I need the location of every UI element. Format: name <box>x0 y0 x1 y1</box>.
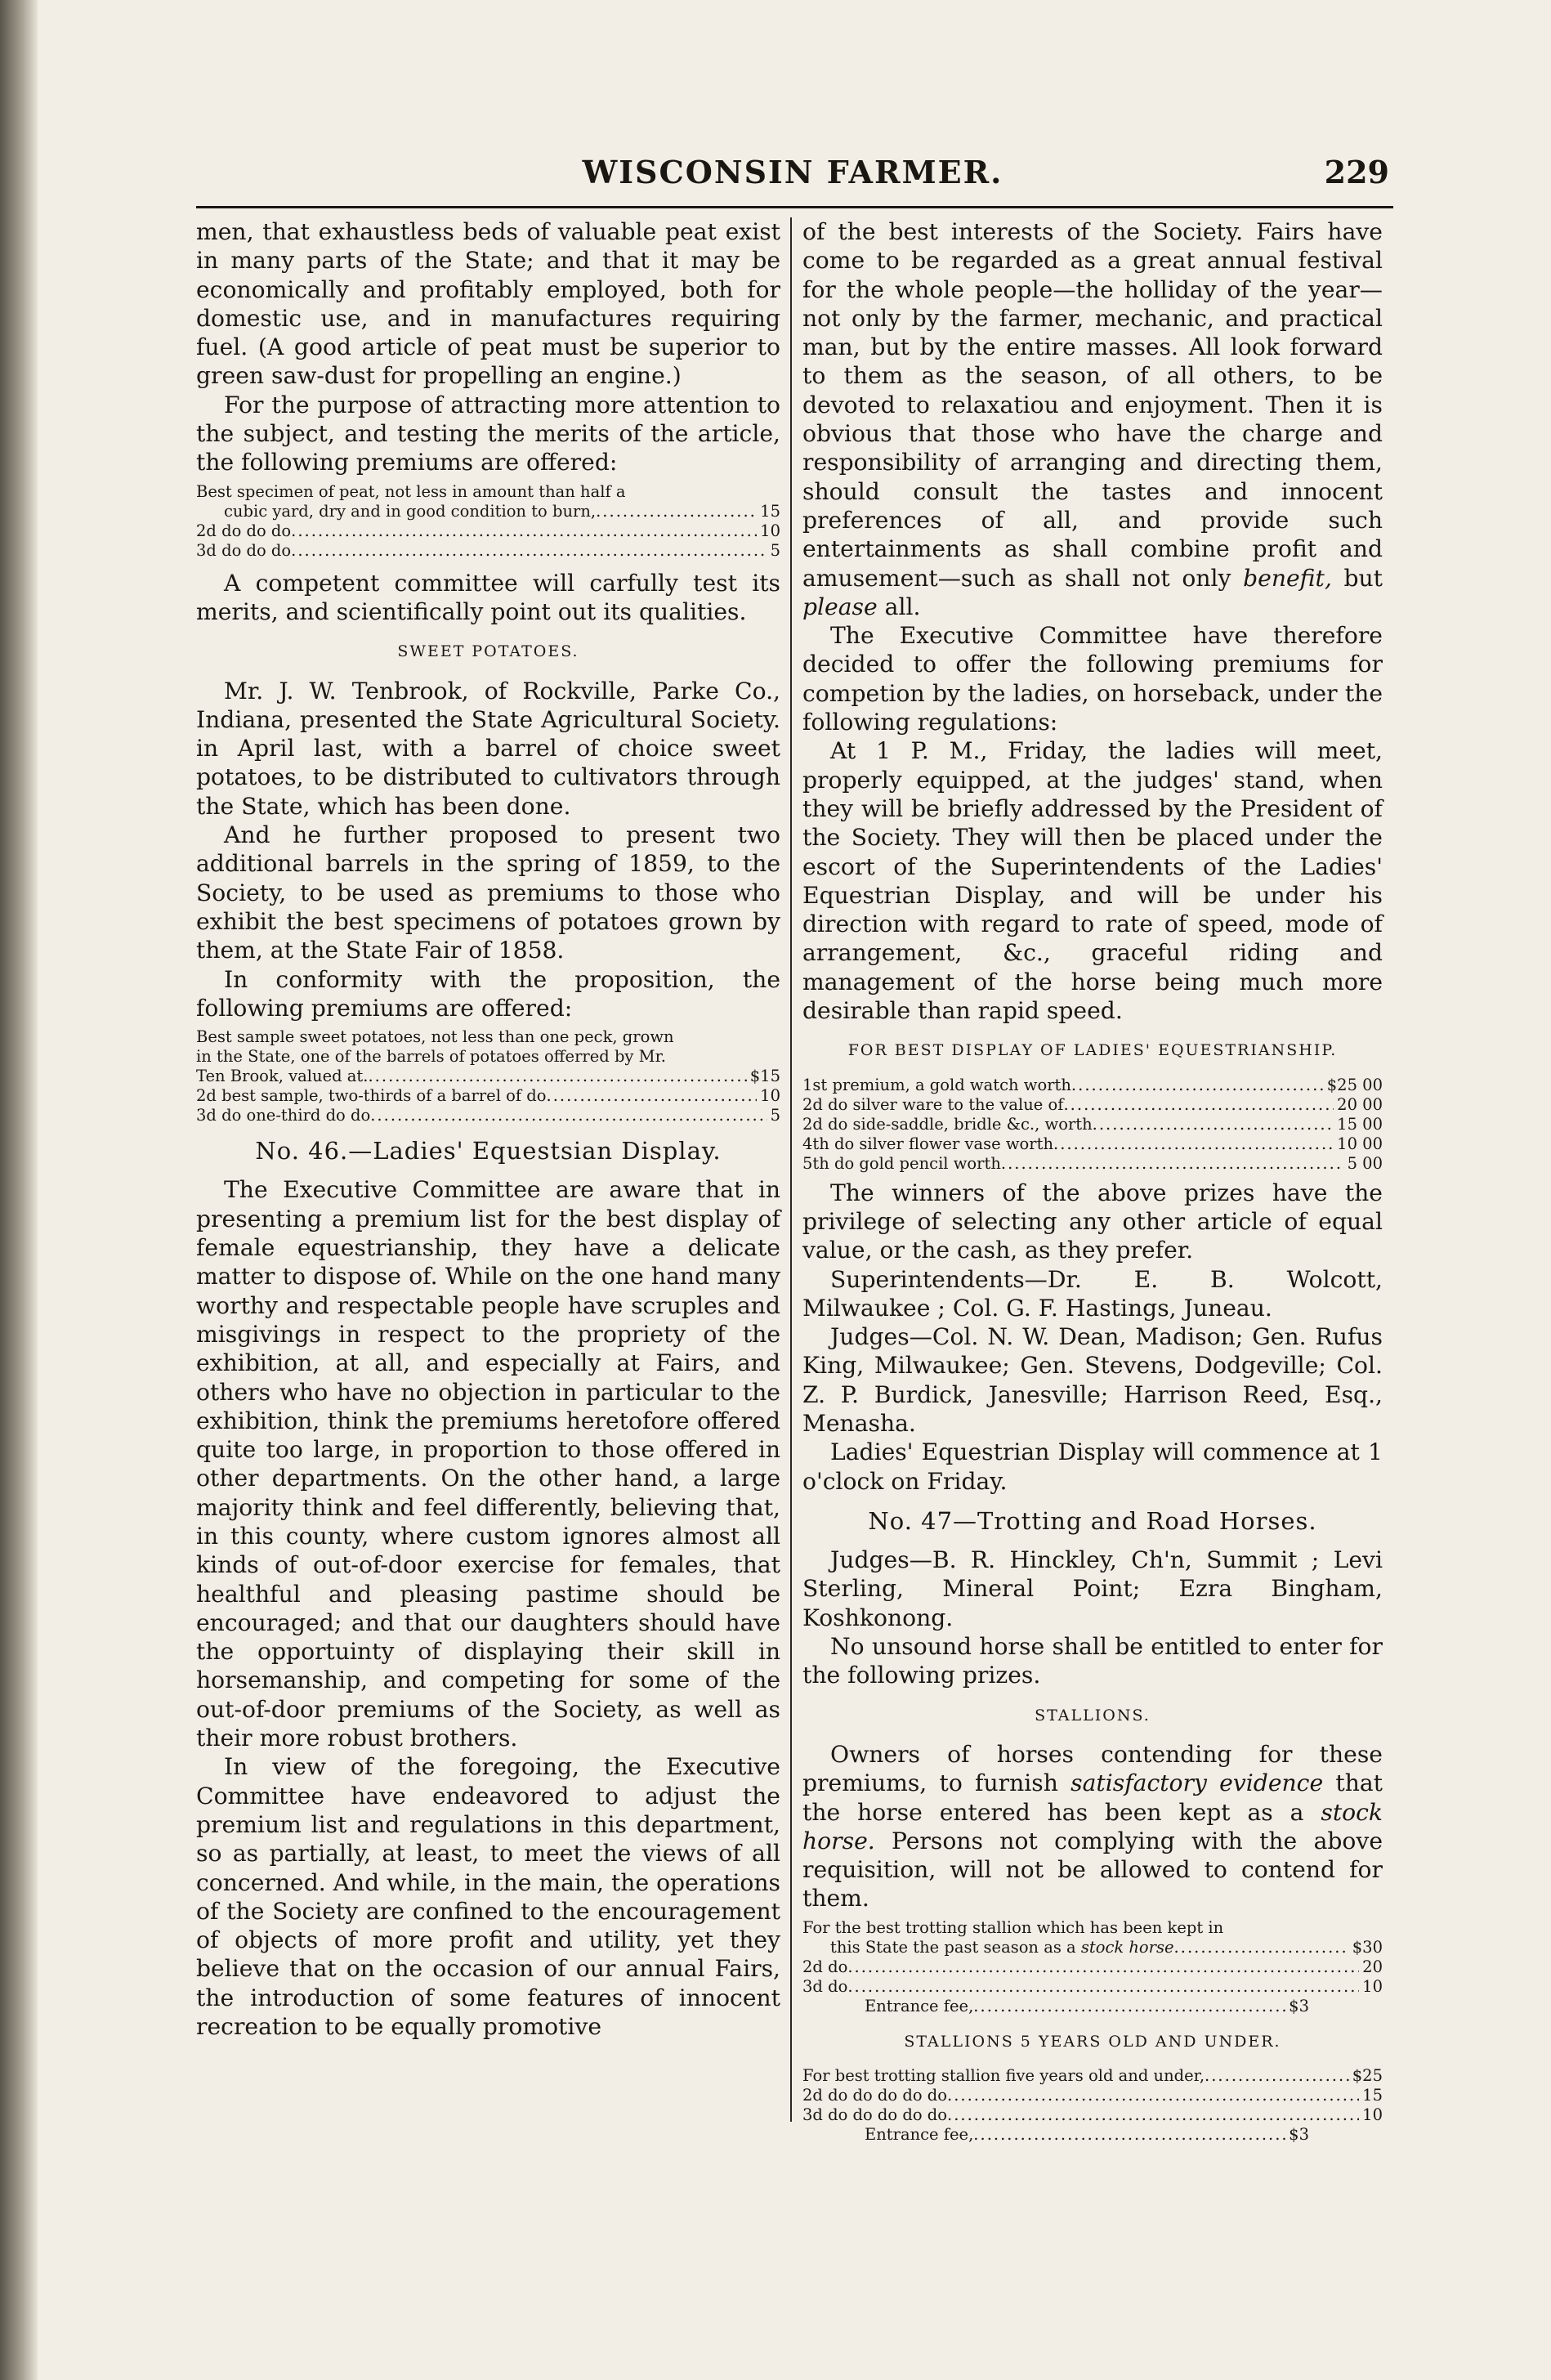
peat-item-3-amount: 5 <box>770 540 780 560</box>
stallion-item-1-line-a: For the best trotting stallion which has been kept in <box>802 1917 1224 1937</box>
paragraph-fairs <box>802 217 1383 621</box>
paragraph-decided: The Executive Committee have therefore decided to offer the following premiums for competion by the ladies, on horseback, under the following regulations: <box>802 622 1383 736</box>
paragraph-unsound: No unsound horse shall be entitled to enter for the following prizes. <box>802 1633 1383 1689</box>
equestrian-item-1 <box>802 1076 1383 1095</box>
peat-item-2-amount: 10 <box>760 521 780 540</box>
equestrian-item-5 <box>802 1154 1383 1174</box>
peat-item-1-amount: 15 <box>760 501 780 521</box>
equestrian-item-5-amount: 5 00 <box>1347 1153 1383 1173</box>
equestrian-item-1-amount: $25 00 <box>1326 1075 1383 1094</box>
equestrian-item-2-amount: 20 00 <box>1337 1094 1383 1114</box>
equestrian-item-4-label: 4th do silver flower vase worth <box>802 1134 1054 1153</box>
potato-item-2-label: 2d best sample, two-thirds of a barrel of do <box>196 1086 547 1106</box>
equestrian-item-3 <box>802 1115 1383 1134</box>
peat-item-3 <box>196 541 780 561</box>
satisfactory-evidence-italic: satisfactory evidence <box>1071 1769 1324 1797</box>
potato-premium-list <box>196 1027 780 1125</box>
potato-item-3-amount: 5 <box>770 1106 780 1125</box>
peat-item-2-label: 2d do do do <box>196 521 292 540</box>
paragraph-judges-47: Judges—B. R. Hinckley, Ch'n, Summit ; Levi Sterling, Mineral Point; Ezra Bingham, Koshkonong. <box>802 1546 1383 1631</box>
owners-text-a: Owners of horses contending for these premiums, to furnish <box>802 1740 1383 1797</box>
left-column <box>196 217 780 2041</box>
stallion-premium-list <box>802 1918 1383 2016</box>
paragraph-superintendents: Superintendents—Dr. E. B. Wolcott, Milwaukee ; Col. G. F. Hastings, Juneau. <box>802 1265 1383 1322</box>
peat-premium-list <box>196 482 780 561</box>
paragraph-winners: The winners of the above prizes have the privilege of selecting any other article of equal value, or the cash, as they prefer. <box>802 1179 1383 1264</box>
equestrian-item-3-label: 2d do side-saddle, bridle &c., worth <box>802 1114 1093 1134</box>
right-column <box>802 217 1383 2145</box>
stallion-item-1-label-text: this State the past season as a <box>830 1937 1081 1957</box>
page-header <box>196 154 1389 203</box>
stallion-entrance-fee-amount: $3 <box>1289 1996 1309 2015</box>
equestrian-item-4-amount: 10 00 <box>1337 1134 1383 1153</box>
stallion-5-item-1-amount: $25 <box>1352 2066 1383 2086</box>
potato-item-2 <box>196 1086 780 1106</box>
equestrian-item-2 <box>802 1095 1383 1115</box>
stallion-5-item-2-amount: 15 <box>1362 2086 1383 2105</box>
stallion-item-1-amount: $30 <box>1352 1937 1383 1957</box>
stock-horse-list-italic: stock horse <box>1080 1937 1174 1957</box>
stallion-5-item-1-label: For best trotting stallion five years old and under, <box>802 2066 1205 2086</box>
paragraph-owners <box>802 1740 1383 1913</box>
owners-text-c: Persons not complying with the above requisition, will not be allowed to contend for them. <box>802 1827 1383 1912</box>
peat-item-3-label: 3d do do do <box>196 540 292 560</box>
peat-item-1-label: cubic yard, dry and in good condition to burn, <box>224 501 597 521</box>
stallion-5-item-3 <box>802 2105 1383 2125</box>
stallion-item-2-label: 2d do <box>802 1957 848 1976</box>
section-heading-no-47: No. 47—Trotting and Road Horses. <box>868 1506 1317 1535</box>
paragraph-barrels: And he further proposed to present two additional barrels in the spring of 1859, to the Society, to be used as premiums to those who exhibit the best specimens of potatoes grown by them, at the State Fair of 1858. <box>196 821 780 964</box>
book-spine-shadow <box>0 0 38 2380</box>
section-heading-stallions-5: STALLIONS 5 YEARS OLD AND UNDER. <box>904 2032 1281 2051</box>
stallion-5-premium-list <box>802 2066 1383 2145</box>
equestrian-item-2-label: 2d do silver ware to the value of <box>802 1094 1064 1114</box>
benefit-italic: benefit, <box>1243 564 1332 592</box>
section-heading-equestrianship: FOR BEST DISPLAY OF LADIES' EQUESTRIANSHIP. <box>847 1041 1338 1060</box>
paragraph-regulations: At 1 P. M., Friday, the ladies will meet, properly equipped, at the judges' stand, when they will be briefly addressed by the President of the Society. They will then be placed under the escort of the Superintendents of the Ladies' Equestrian Display, and will be under his direction with regard to rate of speed, mode of arrangement, &c., graceful riding and management of the horse being much more desirable than rapid speed. <box>802 737 1383 1025</box>
potato-item-1-label: Ten Brook, valued at. <box>196 1067 369 1086</box>
section-heading-stallions: STALLIONS. <box>1035 1706 1151 1725</box>
header-rule <box>196 206 1393 208</box>
paragraph-foregoing: In view of the foregoing, the Executive Committee have endeavored to adjust the premium list and regulations in this department, so as partially, at least, to meet the views of all concerned. And while, in the main, the operations of the Society are confined to the encouragement of objects of more profit and utility, yet they believe that on the occasion of our annual Fairs, the introduction of some features of innocent recreation to be equally promotive <box>196 1753 780 2041</box>
paragraph-fairs-text: of the best interests of the Society. Fairs have come to be regarded as a great annual festival for the whole people—the holliday of the year—not only by the farmer, mechanic, and practical man, but by the entire masses. All look forward to them as the season, of all others, to be devoted to relaxatiou and enjoyment. Then it is obvious that those who have the charge and responsibility of arranging and directing them, should consult the tastes and innocent preferences of all, and provide such entertainments as shall combine profit and amusement—such as shall not only <box>802 218 1383 592</box>
page-number: 229 <box>1324 154 1389 190</box>
stallion-5-item-1 <box>802 2066 1383 2086</box>
stallion-item-2 <box>802 1957 1383 1977</box>
paragraph-equestrianship: The Executive Committee are aware that in presenting a premium list for the best display of female equestrianship, they have a delicate matter to dispose of. While on the one hand many worthy and respectable people have scruples and misgivings in respect to the propriety of the exhibition, at all, and especially at Fairs, and others who have no objection in particular to the exhibition, think the premiums heretofore offered quite too large, in proportion to those offered in other departments. On the other hand, a large majority think and feel differently, believing that, in this county, where custom ignores almost all kinds of out-of-door exercise for females, that healthful and pleasing pastime should be encouraged; and that our daughters should have the opportuinty of displaying their skill in horsemanship, and competing for some of the out-of-door premiums of the Society, as well as their more robust brothers. <box>196 1176 780 1752</box>
equestrian-premium-list <box>802 1076 1383 1174</box>
stallion-5-item-2 <box>802 2086 1383 2105</box>
column-divider <box>790 217 792 2122</box>
peat-item-1-line-a: Best specimen of peat, not less in amount than half a <box>196 481 626 501</box>
stock-horse-italic: stock horse. <box>802 1798 1383 1854</box>
paragraph-committee: A competent committee will carfully test its merits, and scientifically point out its qualities. <box>196 569 780 625</box>
stallion-5-item-3-label: 3d do do do do do <box>802 2105 947 2125</box>
paragraph-commence: Ladies' Equestrian Display will commence at 1 o'clock on Friday. <box>802 1438 1383 1495</box>
all-text: all. <box>877 593 921 620</box>
running-title: WISCONSIN FARMER. <box>582 154 1003 190</box>
stallion-item-2-amount: 20 <box>1362 1957 1383 1976</box>
paragraph-tenbrook: Mr. J. W. Tenbrook, of Rockville, Parke Co., Indiana, presented the State Agricultural Society. in April last, with a barrel of choice sweet potatoes, to be distributed to cultivators through the State, which has been done. <box>196 677 780 820</box>
stallion-5-entrance-fee <box>802 2125 1383 2145</box>
stallion-item-3-amount: 10 <box>1362 1976 1383 1996</box>
equestrian-item-3-amount: 15 00 <box>1337 1114 1383 1134</box>
please-italic: please <box>802 593 878 620</box>
potato-item-1-line-a: Best sample sweet potatoes, not less than one peck, grown <box>196 1027 674 1047</box>
peat-item-1 <box>196 502 780 521</box>
potato-item-2-amount: 10 <box>760 1086 780 1106</box>
stallion-5-item-2-label: 2d do do do do do <box>802 2086 947 2105</box>
stallion-entrance-fee <box>802 1997 1383 2016</box>
paragraph-conformity: In conformity with the proposition, the following premiums are offered: <box>196 965 780 1022</box>
paragraph-peat-intro: men, that exhaustless beds of valuable peat exist in many parts of the State; and that it may be economically and profitably employed, both for domestic use, and in manufactures requiring fuel. (A good article of peat must be superior to green saw-dust for propelling an engine.) <box>196 218 780 390</box>
stallion-5-entrance-fee-label: Entrance fee, <box>865 2125 974 2145</box>
equestrian-item-4 <box>802 1134 1383 1154</box>
stallion-5-item-3-amount: 10 <box>1362 2105 1383 2125</box>
potato-item-1 <box>196 1067 780 1086</box>
section-heading-no-46: No. 46.—Ladies' Equestsian Display. <box>255 1137 722 1165</box>
stallion-item-3 <box>802 1977 1383 1997</box>
stallion-item-3-label: 3d do <box>802 1976 848 1996</box>
equestrian-item-5-label: 5th do gold pencil worth <box>802 1153 1001 1173</box>
potato-item-1-amount: $15 <box>749 1067 780 1086</box>
paragraph-judges-46: Judges—Col. N. W. Dean, Madison; Gen. Rufus King, Milwaukee; Gen. Stevens, Dodgeville; Col. Z. P. Burdick, Janesville; Harrison Reed, Esq., Menasha. <box>802 1323 1383 1437</box>
equestrian-item-1-label: 1st premium, a gold watch worth <box>802 1075 1071 1094</box>
stallion-item-1-label <box>830 1938 1174 1957</box>
potato-item-1-line-b: in the State, one of the barrels of potatoes offerred by Mr. <box>196 1047 666 1067</box>
stallion-5-entrance-fee-amount: $3 <box>1289 2125 1309 2145</box>
stallion-entrance-fee-label: Entrance fee, <box>865 1996 974 2015</box>
owners-text-b: that the horse entered has been kept as a <box>802 1769 1383 1826</box>
but-text: but <box>1331 564 1383 592</box>
potato-item-3-label: 3d do one-third do do <box>196 1106 371 1125</box>
stallion-item-1 <box>802 1938 1383 1957</box>
section-heading-sweet-potatoes: SWEET POTATOES. <box>397 642 579 661</box>
paragraph-peat-premiums: For the purpose of attracting more attention to the subject, and testing the merits of the article, the following premiums are offered: <box>196 391 780 476</box>
potato-item-3 <box>196 1106 780 1125</box>
peat-item-2 <box>196 521 780 541</box>
